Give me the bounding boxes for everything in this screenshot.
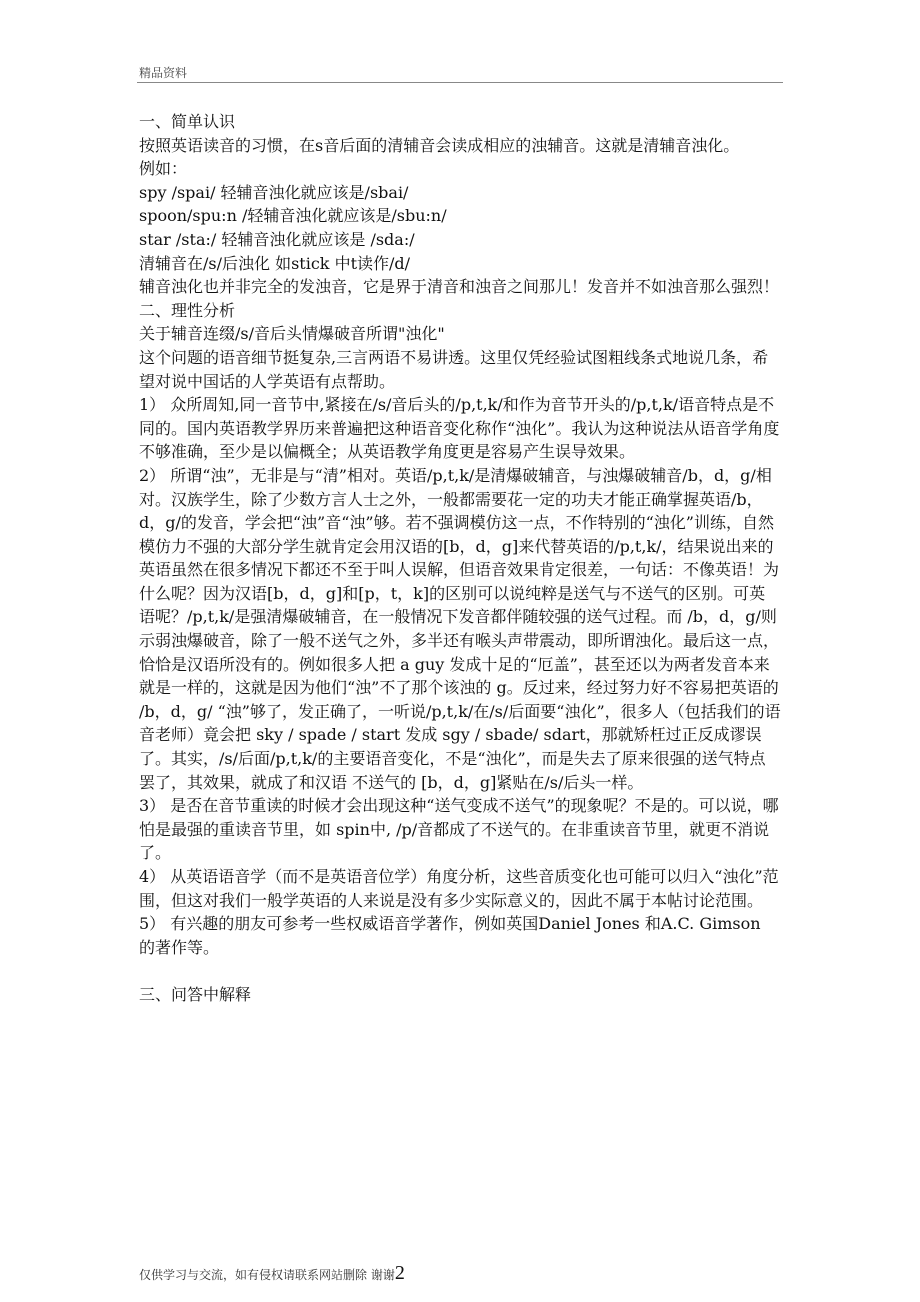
page-number: 2 bbox=[394, 1262, 405, 1284]
blank-line bbox=[139, 959, 781, 983]
page-header-label: 精品资料 bbox=[139, 66, 188, 80]
section-heading-3: 三、问答中解释 bbox=[139, 984, 252, 1004]
section-heading-2: 二、理性分析 bbox=[139, 300, 236, 320]
numbered-point-2: 2） 所谓“浊”，无非是与“清”相对。英语/p,t,k/是清爆破辅音，与浊爆破辅音/b，d，g/相对。汉族学生，除了少数方言人士之外，一般都需要花一定的功夫才能正确掌握英语/b，d，g/的发音，学会把“浊”音“浊”够。若不强调模仿这一点，不作特别的“浊化”训练，自然模仿力不强的大部分学生就肯定会用汉语的[b，d，g]来代替英语的/p,t,k/，结果说出来的英语虽然在很多情况下都还不至于叫人误解，但语音效果肯定很差，一句话：不像英语！为什么呢？因为汉语[b，d，g]和[p，t，k]的区别可以说纯粹是送气与不送气的区别。可英语呢？/p,t,k/是强清爆破辅音，在一般情况下发音都伴随较强的送气过程。而 /b，d，g/则示弱浊爆破音，除了一般不送气之外，多半还有喉头声带震动，即所谓浊化。最后这一点，恰恰是汉语所没有的。例如很多人把 a guy 发成十足的“厄盖”，甚至还以为两者发音本来就是一样的，这就是因为他们“浊”不了那个该浊的 g。反过来，经过努力好不容易把英语的 /b，d，g/ “浊”够了，发正确了，一听说/p,t,k/在/s/后面要“浊化”，很多人（包括我们的语音老师）竟会把 sky / spade / start 发成 sgy / sbade/ sdart，那就矫枉过正反成谬误了。其实，/s/后面/p,t,k/的主要语音变化，不是“浊化”，而是失去了原来很强的送气特点罢了，其效果，就成了和汉语 不送气的 [b，d，g]紧贴在/s/后头一样。 bbox=[139, 465, 781, 792]
paragraph: 例如： bbox=[139, 159, 188, 179]
example-line: star /sta:/ 轻辅音浊化就应该是 /sda:/ bbox=[139, 229, 415, 249]
numbered-point-5: 5） 有兴趣的朋友可参考一些权威语音学著作，例如英国Daniel Jones 和A.C. Gimson 的著作等。 bbox=[139, 914, 761, 957]
footer-notice: 仅供学习与交流，如有侵权请联系网站删除 谢谢 bbox=[139, 1268, 395, 1282]
page-footer bbox=[139, 1262, 405, 1285]
paragraph: 按照英语读音的习惯，在s音后面的清辅音会读成相应的浊辅音。这就是清辅音浊化。 bbox=[139, 135, 740, 155]
example-line: spoon/spu:n /轻辅音浊化就应该是/sbu:n/ bbox=[139, 206, 447, 226]
numbered-point-1: 1） 众所周知,同一音节中,紧接在/s/音后头的/p,t,k/和作为音节开头的/p,t,k/语音特点是不同的。国内英语教学界历来普遍把这种语音变化称作“浊化”。我认为这种说法从语音学角度不够准确，至少是以偏概全；从英语教学角度更是容易产生误导效果。 bbox=[139, 395, 780, 462]
numbered-point-4: 4） 从英语语音学（而不是英语音位学）角度分析，这些音质变化也可能可以归入“浊化”范围，但这对我们一般学英语的人来说是没有多少实际意义的，因此不属于本帖讨论范围。 bbox=[139, 867, 779, 910]
paragraph: 关于辅音连缀/s/音后头情爆破音所谓"浊化" bbox=[139, 324, 445, 344]
example-line: spy /spai/ 轻辅音浊化就应该是/sbai/ bbox=[139, 182, 409, 202]
header-divider bbox=[137, 82, 783, 83]
paragraph: 这个问题的语音细节挺复杂,三言两语不易讲透。这里仅凭经验试图粗线条式地说几条，希望对说中国话的人学英语有点帮助。 bbox=[139, 347, 769, 391]
example-line: 清辅音在/s/后浊化 如stick 中t读作/d/ bbox=[139, 253, 411, 273]
numbered-point-3: 3） 是否在音节重读的时候才会出现这种“送气变成不送气”的现象呢？不是的。可以说，哪怕是最强的重读音节里，如 spin中, /p/音都成了不送气的。在非重读音节里，就更不消说了。 bbox=[139, 796, 779, 863]
section-heading-1: 一、简单认识 bbox=[139, 112, 236, 131]
document-body bbox=[139, 110, 781, 1007]
paragraph: 辅音浊化也并非完全的发浊音，它是界于清音和浊音之间那儿！发音并不如浊音那么强烈！ bbox=[139, 277, 780, 297]
